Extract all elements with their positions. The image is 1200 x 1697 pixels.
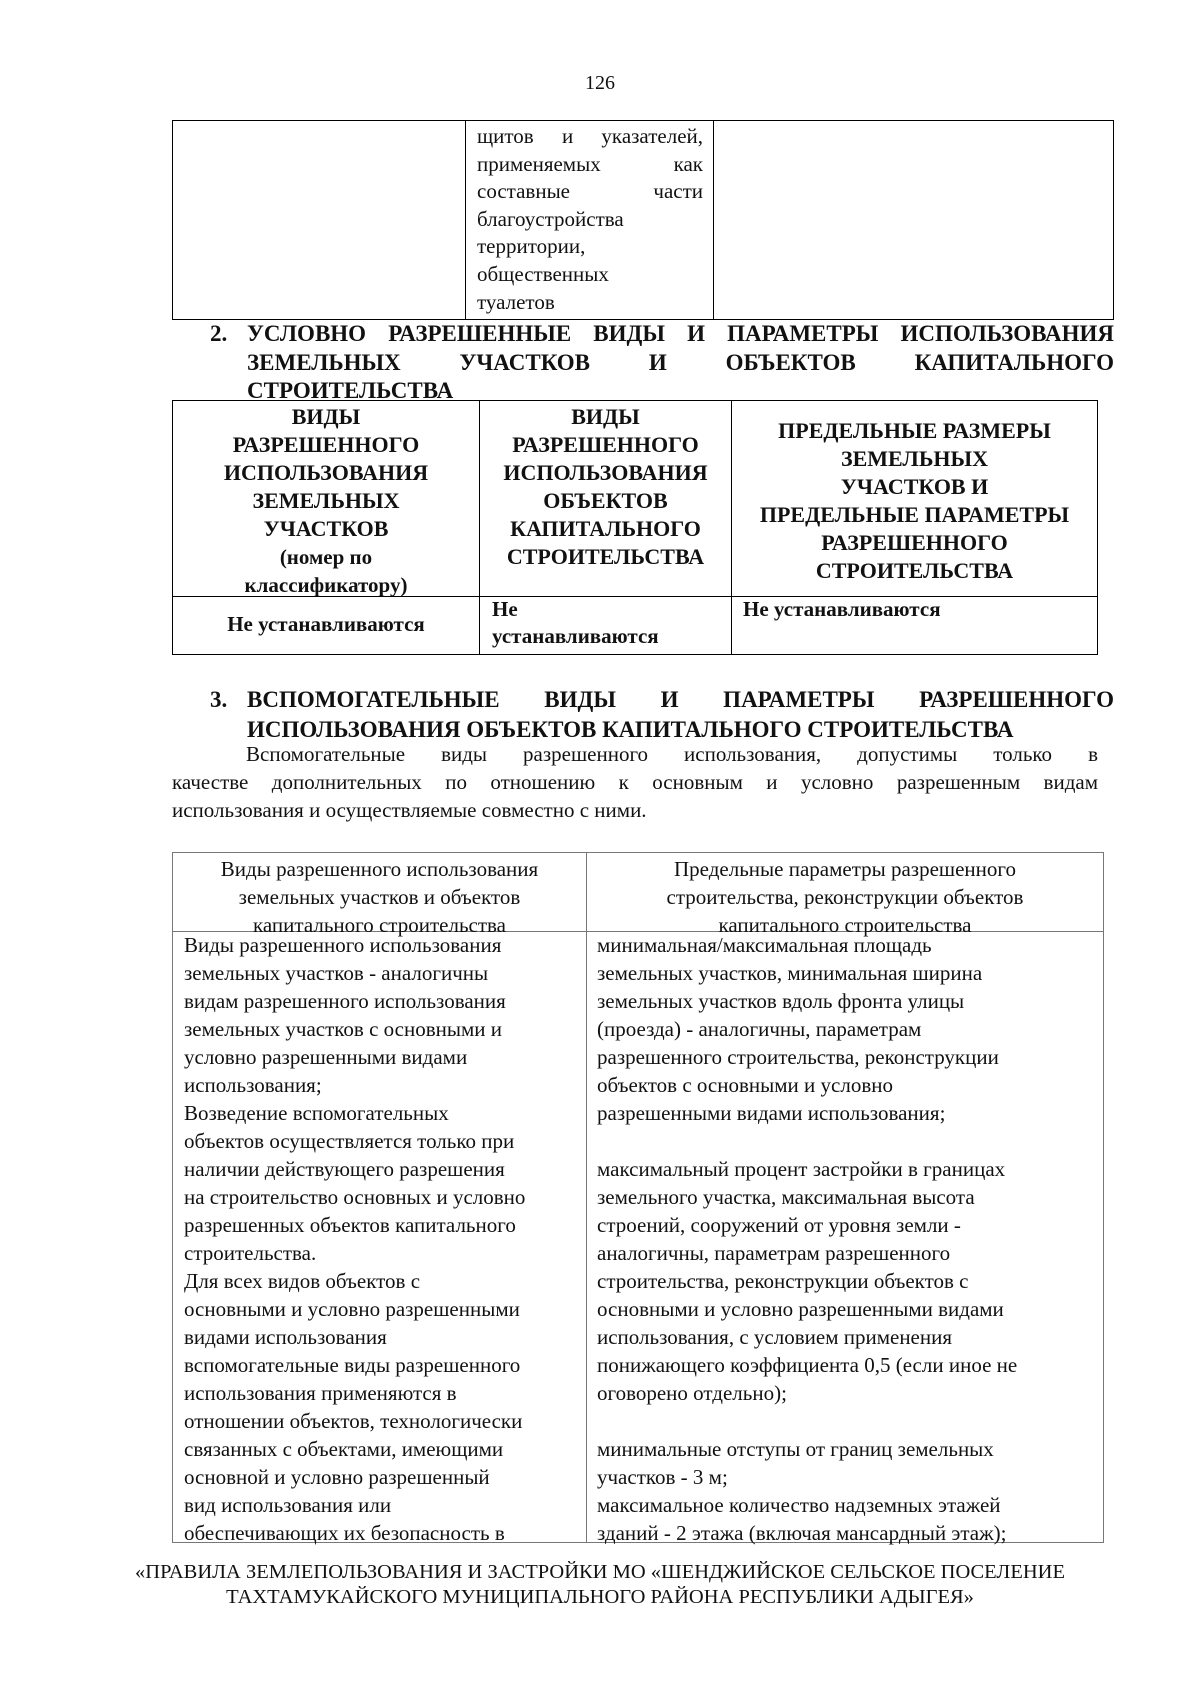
header-line: ЗЕМЕЛЬНЫХ — [252, 488, 400, 513]
header-line: Предельные параметры разрешенного — [674, 857, 1016, 881]
cell-line: понижающего коэффициента 0,5 (если иное не — [597, 1353, 1018, 1377]
cell-line: объектов осуществляется только при — [184, 1129, 515, 1153]
auxiliary-uses-table — [172, 852, 1104, 1543]
table-cell-parameters — [587, 931, 1103, 1545]
cell-line: использования применяются в — [184, 1381, 457, 1405]
heading-line: СТРОИТЕЛЬСТВА — [247, 378, 454, 403]
section-number: 3. — [210, 687, 228, 712]
body-paragraph — [172, 740, 1098, 824]
blank-line — [597, 1407, 1099, 1435]
header-line: УЧАСТКОВ — [263, 516, 389, 541]
header-line: ПРЕДЕЛЬНЫЕ ПАРАМЕТРЫ — [759, 502, 1070, 527]
header-line: РАЗРЕШЕННОГО — [512, 432, 699, 457]
cell-line: земельного участка, максимальная высота — [597, 1185, 975, 1209]
cell-line: наличии действующего разрешения — [184, 1157, 505, 1181]
table-row — [173, 596, 1097, 654]
header-line: капитального строительства — [718, 913, 972, 937]
cell-line: видами использования — [184, 1325, 387, 1349]
cell-line: земельных участков вдоль фронта улицы — [597, 989, 965, 1013]
cell-line: связанных с объектами, имеющими — [184, 1437, 504, 1461]
cell-line: участков - 3 м; — [597, 1465, 728, 1489]
page-footer — [100, 1560, 1100, 1610]
conditional-uses-table — [172, 400, 1098, 655]
header-line: УЧАСТКОВ И — [840, 474, 989, 499]
header-line: РАЗРЕШЕННОГО — [232, 432, 420, 457]
cell-line: условно разрешенными видами — [184, 1045, 468, 1069]
header-line: строительства, реконструкции объектов — [666, 885, 1024, 909]
footer-line: ТАХТАМУКАЙСКОГО МУНИЦИПАЛЬНОГО РАЙОНА РЕСПУБЛИКИ АДЫГЕЯ» — [226, 1586, 974, 1608]
header-line: СТРОИТЕЛЬСТВА — [506, 544, 705, 569]
cell-line: отношении объектов, технологически — [184, 1409, 523, 1433]
cell-line: (проезда) - аналогичны, параметрам — [597, 1017, 922, 1041]
cell-line: разрешенными видами использования; — [597, 1101, 946, 1125]
header-line: Виды разрешенного использования — [220, 857, 539, 881]
cell-line: использования; — [184, 1073, 322, 1097]
cell-line: вид использования или — [184, 1493, 392, 1517]
cell-line: объектов с основными и условно — [597, 1073, 893, 1097]
header-cell-parameters — [587, 853, 1103, 937]
cell-line: земельных участков с основными и — [184, 1017, 502, 1041]
cell-line: максимальное количество надземных этажей — [597, 1493, 1001, 1517]
cell-line: основными и условно разрешенными видами — [597, 1297, 1004, 1321]
continuation-table-cell-2 — [466, 121, 714, 319]
table-cell — [480, 596, 732, 654]
header-subline: классификатору) — [244, 573, 408, 597]
header-cell-uses — [173, 853, 587, 937]
cell-line: обеспечивающих их безопасность в — [184, 1521, 505, 1545]
cell-line: общественных — [477, 261, 609, 286]
cell-line: применяемых как — [477, 151, 703, 176]
heading-line: ИСПОЛЬЗОВАНИЯ ОБЪЕКТОВ КАПИТАЛЬНОГО СТРОИТЕЛЬСТВА — [247, 717, 1014, 742]
cell-line: основными и условно разрешенными — [184, 1297, 520, 1321]
cell-line: строительства, реконструкции объектов с — [597, 1269, 969, 1293]
footer-line: «ПРАВИЛА ЗЕМЛЕПОЛЬЗОВАНИЯ И ЗАСТРОЙКИ МО «ШЕНДЖИЙСКОЕ СЕЛЬСКОЕ ПОСЕЛЕНИЕ — [135, 1561, 1065, 1583]
cell-line: Не — [492, 597, 518, 621]
cell-line: аналогичны, параметрам разрешенного — [597, 1241, 951, 1265]
header-line: ИСПОЛЬЗОВАНИЯ — [503, 460, 708, 485]
continuation-table-cell-1 — [173, 121, 466, 319]
paragraph-line: использования и осуществляемые совместно с ними. — [172, 798, 647, 822]
cell-line: разрешенных объектов капитального — [184, 1213, 516, 1237]
cell-line: использования, с условием применения — [597, 1325, 953, 1349]
paragraph-line: качестве дополнительных по отношению к основным и условно разрешенным видам — [172, 770, 1098, 794]
table-cell-uses — [173, 931, 587, 1545]
cell-line: благоустройства — [477, 206, 624, 231]
cell-line: устанавливаются — [492, 624, 659, 648]
header-line: ВИДЫ — [291, 404, 361, 429]
cell-line: максимальный процент застройки в границах — [597, 1157, 1006, 1181]
page-number: 126 — [585, 72, 615, 94]
cell-line: Возведение вспомогательных — [184, 1101, 449, 1125]
header-cell-capital-objects — [480, 401, 732, 596]
cell-line: туалетов — [477, 289, 555, 314]
cell-line: земельных участков - аналогичны — [184, 961, 489, 985]
cell-line: Для всех видов объектов с — [184, 1269, 421, 1293]
table-header-row — [173, 853, 1103, 937]
header-line: ОБЪЕКТОВ — [543, 488, 668, 513]
continuation-table — [172, 120, 1114, 320]
table-row — [173, 931, 1103, 1545]
cell-line: зданий - 2 этажа (включая мансардный этаж); — [597, 1521, 1007, 1545]
paragraph-line: Вспомогательные виды разрешенного использования, допустимы только в — [246, 742, 1098, 766]
cell-line: земельных участков, минимальная ширина — [597, 961, 983, 985]
cell-line: строительства. — [184, 1241, 317, 1265]
header-line: капитального строительства — [253, 913, 506, 937]
cell-line: минимальная/максимальная площадь — [597, 933, 932, 957]
header-line: ИСПОЛЬЗОВАНИЯ — [223, 460, 429, 485]
continuation-table-cell-3 — [714, 121, 1113, 319]
heading-line: ЗЕМЕЛЬНЫХ УЧАСТКОВ И ОБЪЕКТОВ КАПИТАЛЬНОГО — [247, 349, 1114, 375]
cell-line: щитов и указателей, — [477, 124, 703, 148]
cell-line: Виды разрешенного использования — [184, 933, 502, 957]
cell-line: оговорено отдельно); — [597, 1381, 787, 1405]
header-line: ПРЕДЕЛЬНЫЕ РАЗМЕРЫ — [778, 418, 1051, 443]
cell-line: видам разрешенного использования — [184, 989, 506, 1013]
header-line: КАПИТАЛЬНОГО — [510, 516, 701, 541]
cell-line: составные части — [477, 179, 703, 204]
section-number: 2. — [210, 321, 228, 346]
cell-line: минимальные отступы от границ земельных — [597, 1437, 994, 1461]
cell-line: вспомогательные виды разрешенного — [184, 1353, 521, 1377]
table-header-row — [173, 401, 1097, 597]
header-line: РАЗРЕШЕННОГО — [821, 530, 1008, 555]
header-cell-limit-parameters — [732, 401, 1097, 596]
cell-line: территории, — [477, 234, 586, 259]
cell-line: на строительство основных и условно — [184, 1185, 526, 1209]
table-cell: Не устанавливаются — [173, 596, 480, 654]
header-line: СТРОИТЕЛЬСТВА — [815, 558, 1014, 583]
table-cell: Не устанавливаются — [743, 597, 941, 621]
cell-line: строений, сооружений от уровня земли - — [597, 1213, 961, 1237]
heading-line: ВСПОМОГАТЕЛЬНЫЕ ВИДЫ И ПАРАМЕТРЫ РАЗРЕШЕННОГО — [247, 687, 1114, 712]
header-subline: (номер по — [279, 545, 373, 569]
header-line: ЗЕМЕЛЬНЫХ — [841, 446, 988, 471]
header-line: ВИДЫ — [571, 404, 640, 429]
heading-line: УСЛОВНО РАЗРЕШЕННЫЕ ВИДЫ И ПАРАМЕТРЫ ИСПОЛЬЗОВАНИЯ — [247, 321, 1114, 346]
header-cell-land-plots — [173, 401, 480, 596]
blank-line — [597, 1127, 1099, 1155]
cell-line: основной и условно разрешенный — [184, 1465, 490, 1489]
cell-line: разрешенного строительства, реконструкции — [597, 1045, 999, 1069]
section-2-heading — [210, 320, 1114, 406]
header-line: земельных участков и объектов — [238, 885, 521, 909]
section-3-heading — [210, 685, 1114, 745]
